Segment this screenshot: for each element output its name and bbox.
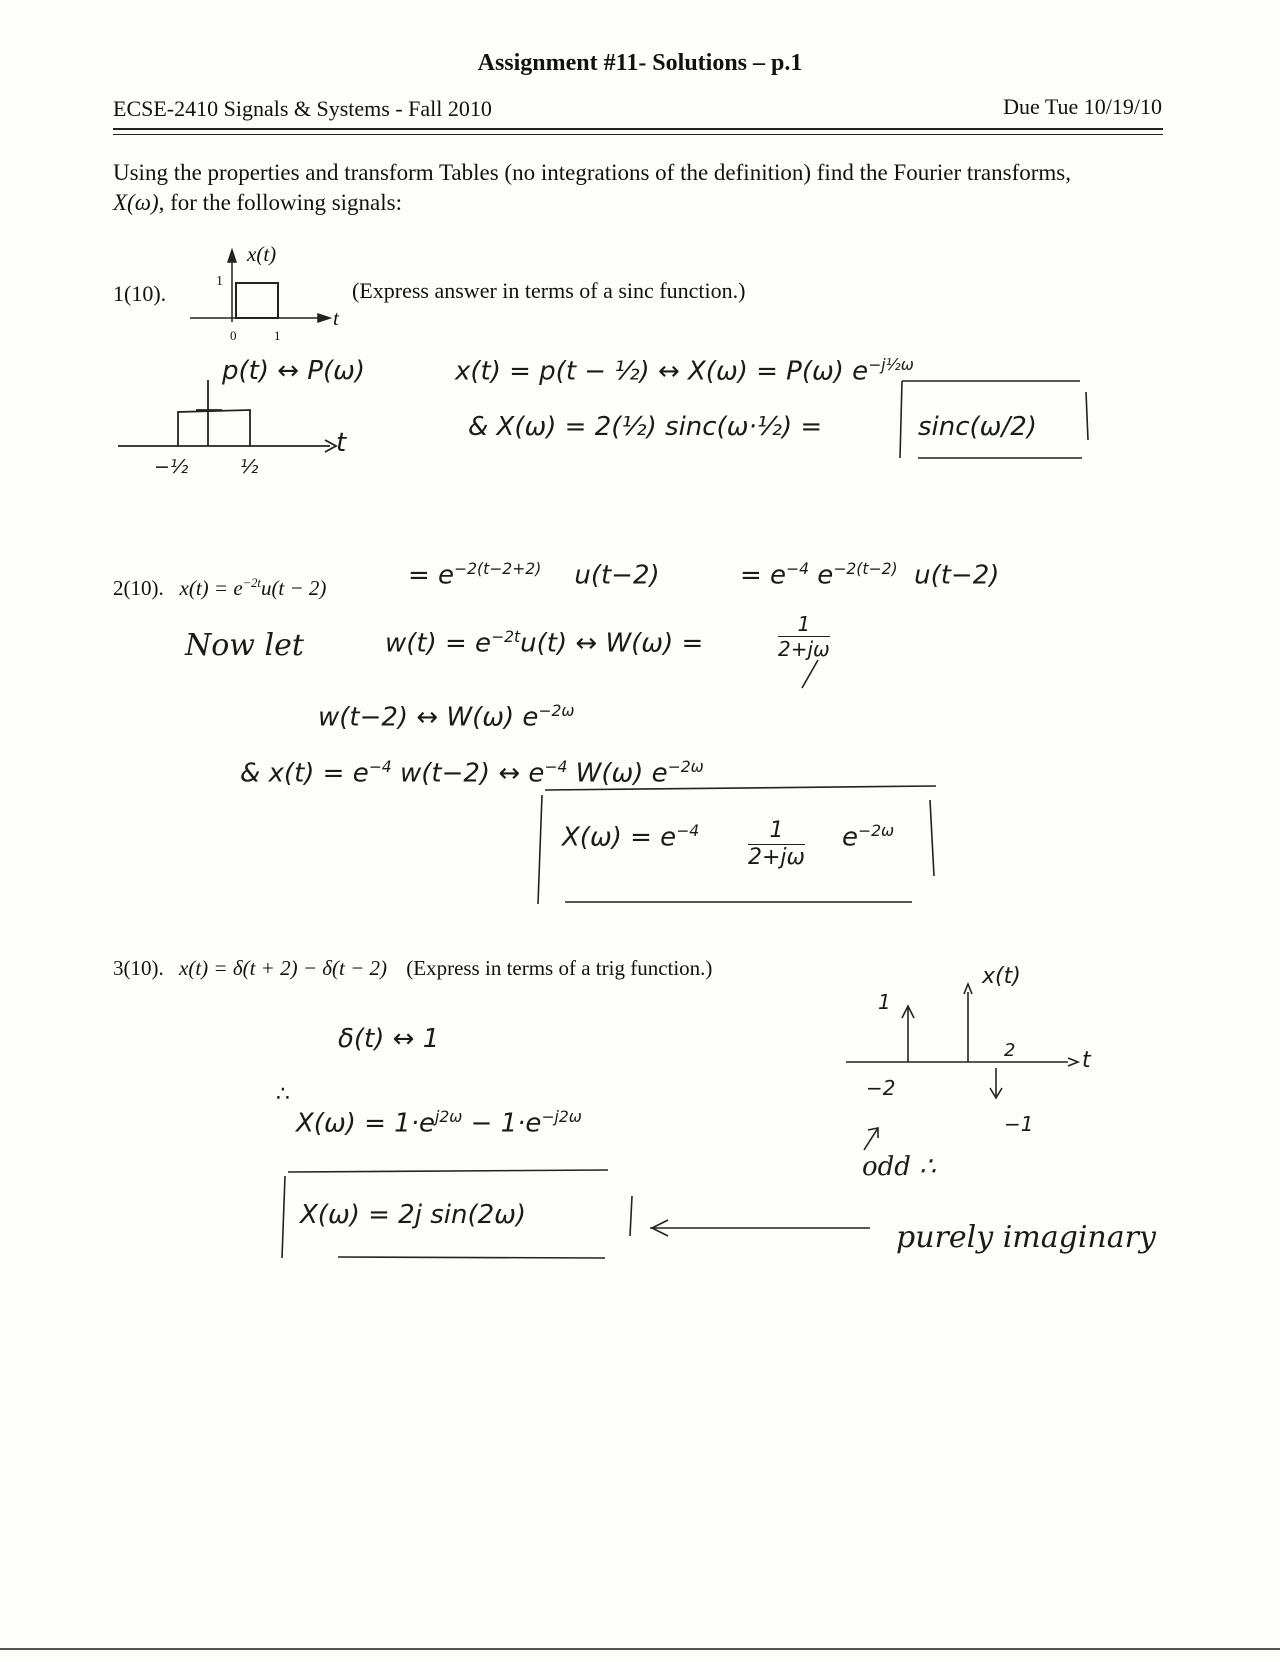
- problem3-hw-therefore: ∴: [276, 1082, 290, 1107]
- problem2-hw-x: & $x(t) = e^{-4}$ w(t−2) ↔ $e^{-4}$ W(ω) $e^{-2\omega}$: [240, 758, 704, 789]
- problem3-hw-answer: X(ω) = 2j sin(2ω): [300, 1200, 527, 1230]
- problem3-hw-graph-2: 2: [1004, 1040, 1016, 1061]
- problem3-hw-imaginary: purely imaginary: [896, 1220, 1156, 1255]
- problem2-label: 2(10). $x(t) = e^{-2t}u(t - 2)$: [113, 576, 327, 600]
- problem3-statement: x(t) = δ(t + 2) − δ(t − 2): [179, 956, 387, 980]
- problem2-statement: $x(t) = e^{-2t}u(t - 2)$: [179, 576, 327, 600]
- problem1-hw-pos-half: ½: [240, 456, 259, 478]
- problem2-hw-answer-lhs: $X(\omega) = e^{-4}$: [562, 822, 700, 853]
- instructions-text: Using the properties and transform Tables (no integrations of the definition) find the Fourier transforms,: [113, 160, 1071, 185]
- problem3-hw-graph-neg2: −2: [866, 1076, 896, 1100]
- problem2-hw-eq2: = $e^{-4}$ $e^{-2(t-2)}$ u(t−2): [740, 560, 1000, 591]
- course-name: ECSE-2410 Signals & Systems - Fall 2010: [113, 96, 492, 121]
- problem2-hw-shift: w(t−2) ↔ W(ω) $e^{-2\omega}$: [318, 702, 575, 733]
- problem3-note: (Express in terms of a trig function.): [406, 956, 713, 980]
- problem1-graph-one: 1: [216, 274, 223, 289]
- problem2-hw-answer-tail: $e^{-2\omega}$: [842, 822, 895, 853]
- problem1-hw-answer: sinc(ω/2): [918, 412, 1037, 442]
- problem3-hw-x: $X(\omega) = 1\cdot e^{j2\omega} - 1\cdot e^{-j2\omega}$: [296, 1108, 582, 1139]
- problem2-hw-answer-frac: 1 2+jω: [748, 818, 805, 870]
- page-title: Assignment #11- Solutions – p.1: [477, 50, 803, 76]
- problem1-note: (Express answer in terms of a sinc function.): [352, 278, 746, 303]
- problem3-hw-graph-t: t: [1082, 1048, 1091, 1073]
- instructions-symbol: X(ω): [113, 190, 159, 215]
- problem1-hw-pair: p(t) ↔ P(ω): [222, 356, 366, 386]
- problem1-hw-line1: x(t) = p(t − ½) ↔ X(ω) = P(ω) $e^{-j\frac{1}{2}\omega}$: [455, 356, 914, 387]
- problem2-hw-w-frac: 1 2+jω: [778, 612, 830, 661]
- problem1-graph-xlabel: t: [333, 306, 339, 330]
- problem3-hw-graph-one: 1: [878, 990, 891, 1014]
- problem3-hw-graph-negone: −1: [1004, 1112, 1034, 1136]
- problem2-hw-w: $w(t) = e^{-2t}u(t)$ ↔ W(ω) =: [385, 628, 704, 659]
- scan-edge: [0, 1648, 1280, 1650]
- problem3-hw-odd: odd ∴: [862, 1152, 936, 1182]
- problem1-hw-line2: & X(ω) = 2(½) sinc(ω·½) =: [468, 412, 823, 442]
- due-date: Due Tue 10/19/10: [1003, 94, 1162, 119]
- problem3-label: 3(10). x(t) = δ(t + 2) − δ(t − 2) (Express in terms of a trig function.): [113, 956, 713, 980]
- problem1-tick0: 0: [230, 328, 237, 343]
- problem1-hw-t: t: [336, 428, 347, 458]
- problem3-hw-graph-label: x(t): [982, 964, 1021, 989]
- problem1-hw-neg-half: −½: [154, 456, 189, 478]
- problem1-tick1: 1: [274, 328, 281, 343]
- problem1-hand-pulse: [118, 380, 336, 452]
- problem1-graph-ylabel: x(t): [247, 242, 277, 266]
- problem3-hw-delta: δ(t) ↔ 1: [338, 1024, 440, 1054]
- problem1-label: 1(10).: [113, 281, 167, 306]
- problem2-hw-now: Now let: [185, 628, 304, 663]
- instructions-text-2: , for the following signals:: [158, 190, 402, 215]
- problem2-hw-eq1: = $e^{-2(t-2+2)}$ u(t−2): [408, 560, 660, 591]
